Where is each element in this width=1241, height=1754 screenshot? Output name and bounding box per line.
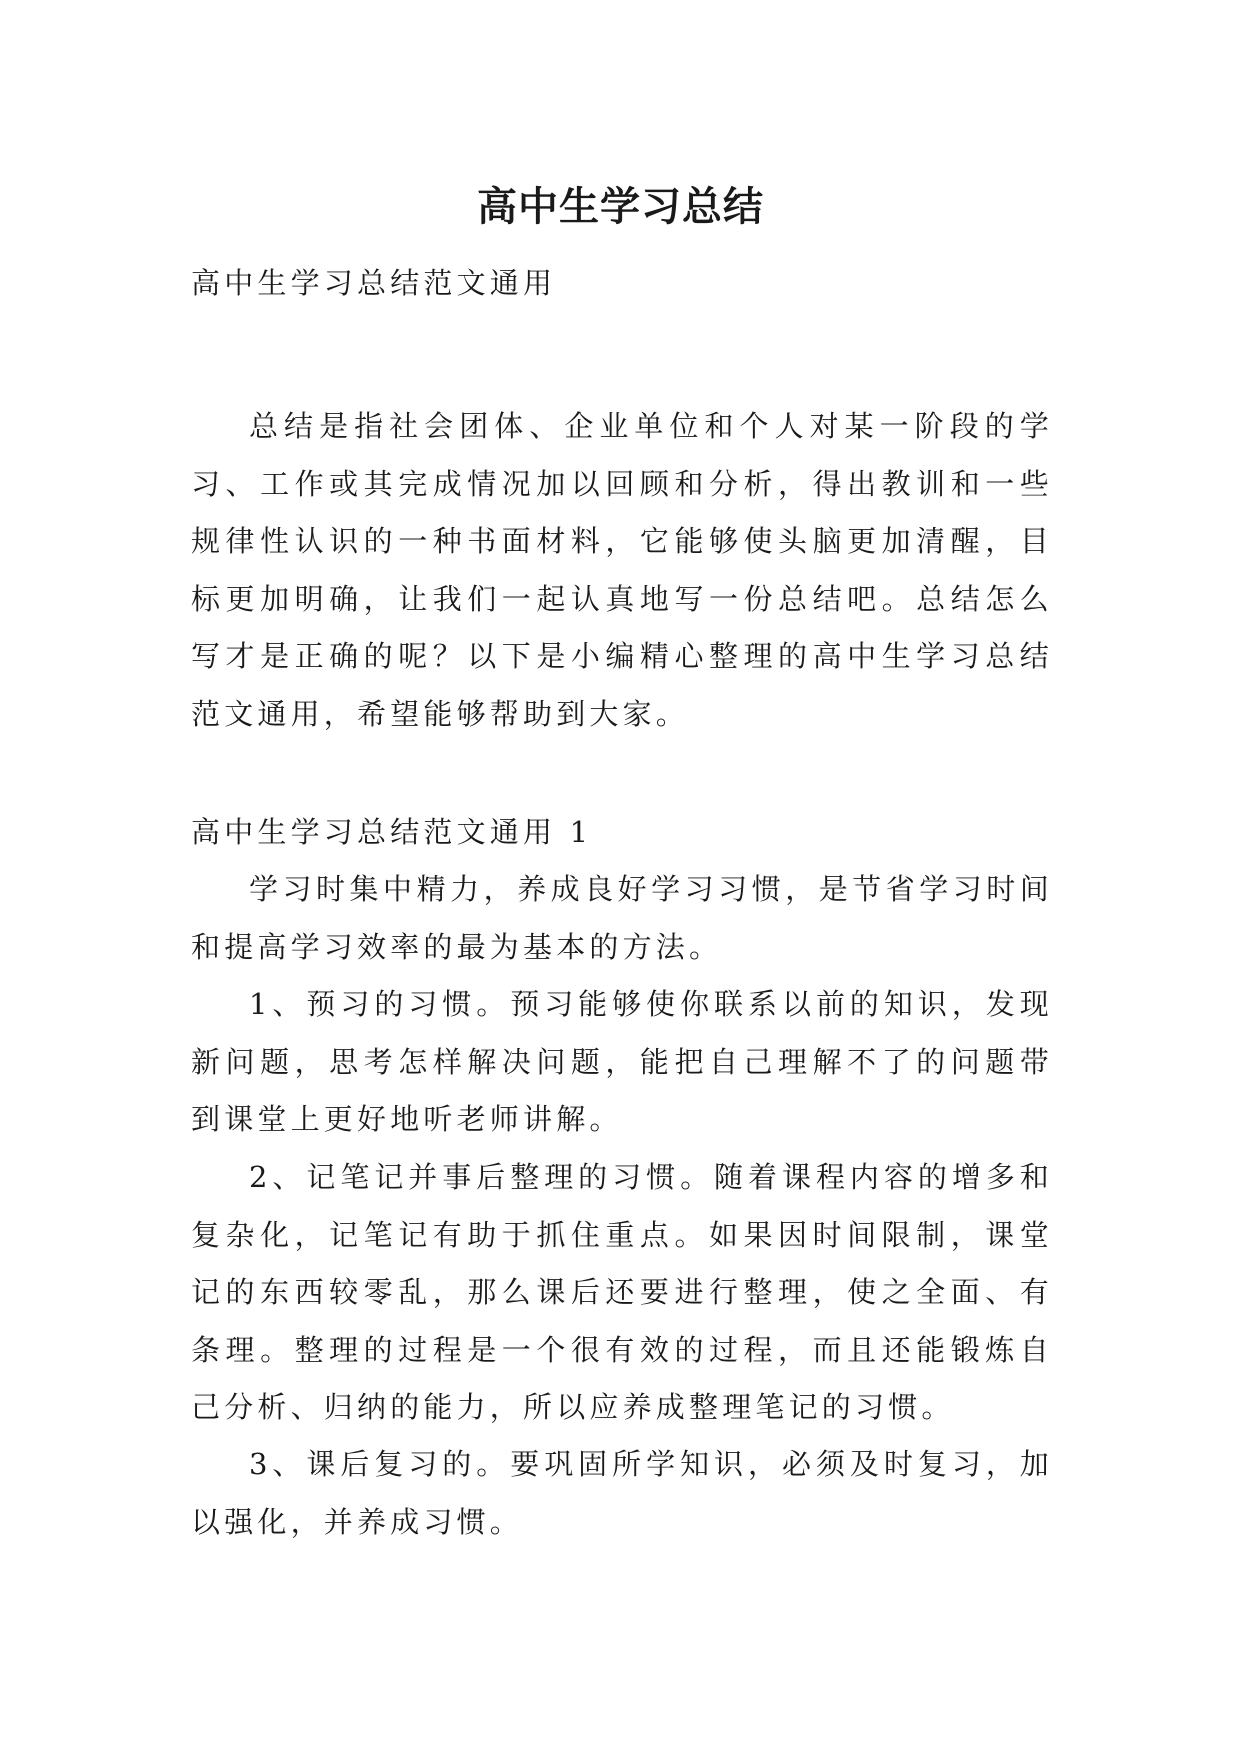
list-item-review-habit: 3、课后复习的。要巩固所学知识，必须及时复习，加以强化，并养成习惯。 [191,1447,1053,1539]
document-title: 高中生学习总结 [477,182,764,230]
section-heading: 高中生学习总结范文通用 1 [191,815,593,849]
document-subtitle: 高中生学习总结范文通用 [191,266,557,300]
intro-paragraph: 总结是指社会团体、企业单位和个人对某一阶段的学习、工作或其完成情况加以回顾和分析，得出教训和一些规律性认识的一种书面材料，它能够使头脑更加清醒，目标更加明确，让我们一起认真地写一份总结吧。总结怎么写才是正确的呢？以下是小编精心整理的高中生学习总结范文通用，希望能够帮助到大家。 [191,409,1053,731]
section-paragraph: 学习时集中精力，养成良好学习习惯，是节省学习时间和提高学习效率的最为基本的方法。 [191,872,1053,964]
list-item-preview-habit: 1、预习的习惯。预习能够使你联系以前的知识，发现新问题，思考怎样解决问题，能把自己理解不了的问题带到课堂上更好地听老师讲解。 [191,987,1053,1136]
list-item-notes-habit: 2、记笔记并事后整理的习惯。随着课程内容的增多和复杂化，记笔记有助于抓住重点。如果因时间限制，课堂记的东西较零乱，那么课后还要进行整理，使之全面、有条理。整理的过程是一个很有效的过程，而且还能锻炼自己分析、归纳的能力，所以应养成整理笔记的习惯。 [191,1160,1053,1424]
